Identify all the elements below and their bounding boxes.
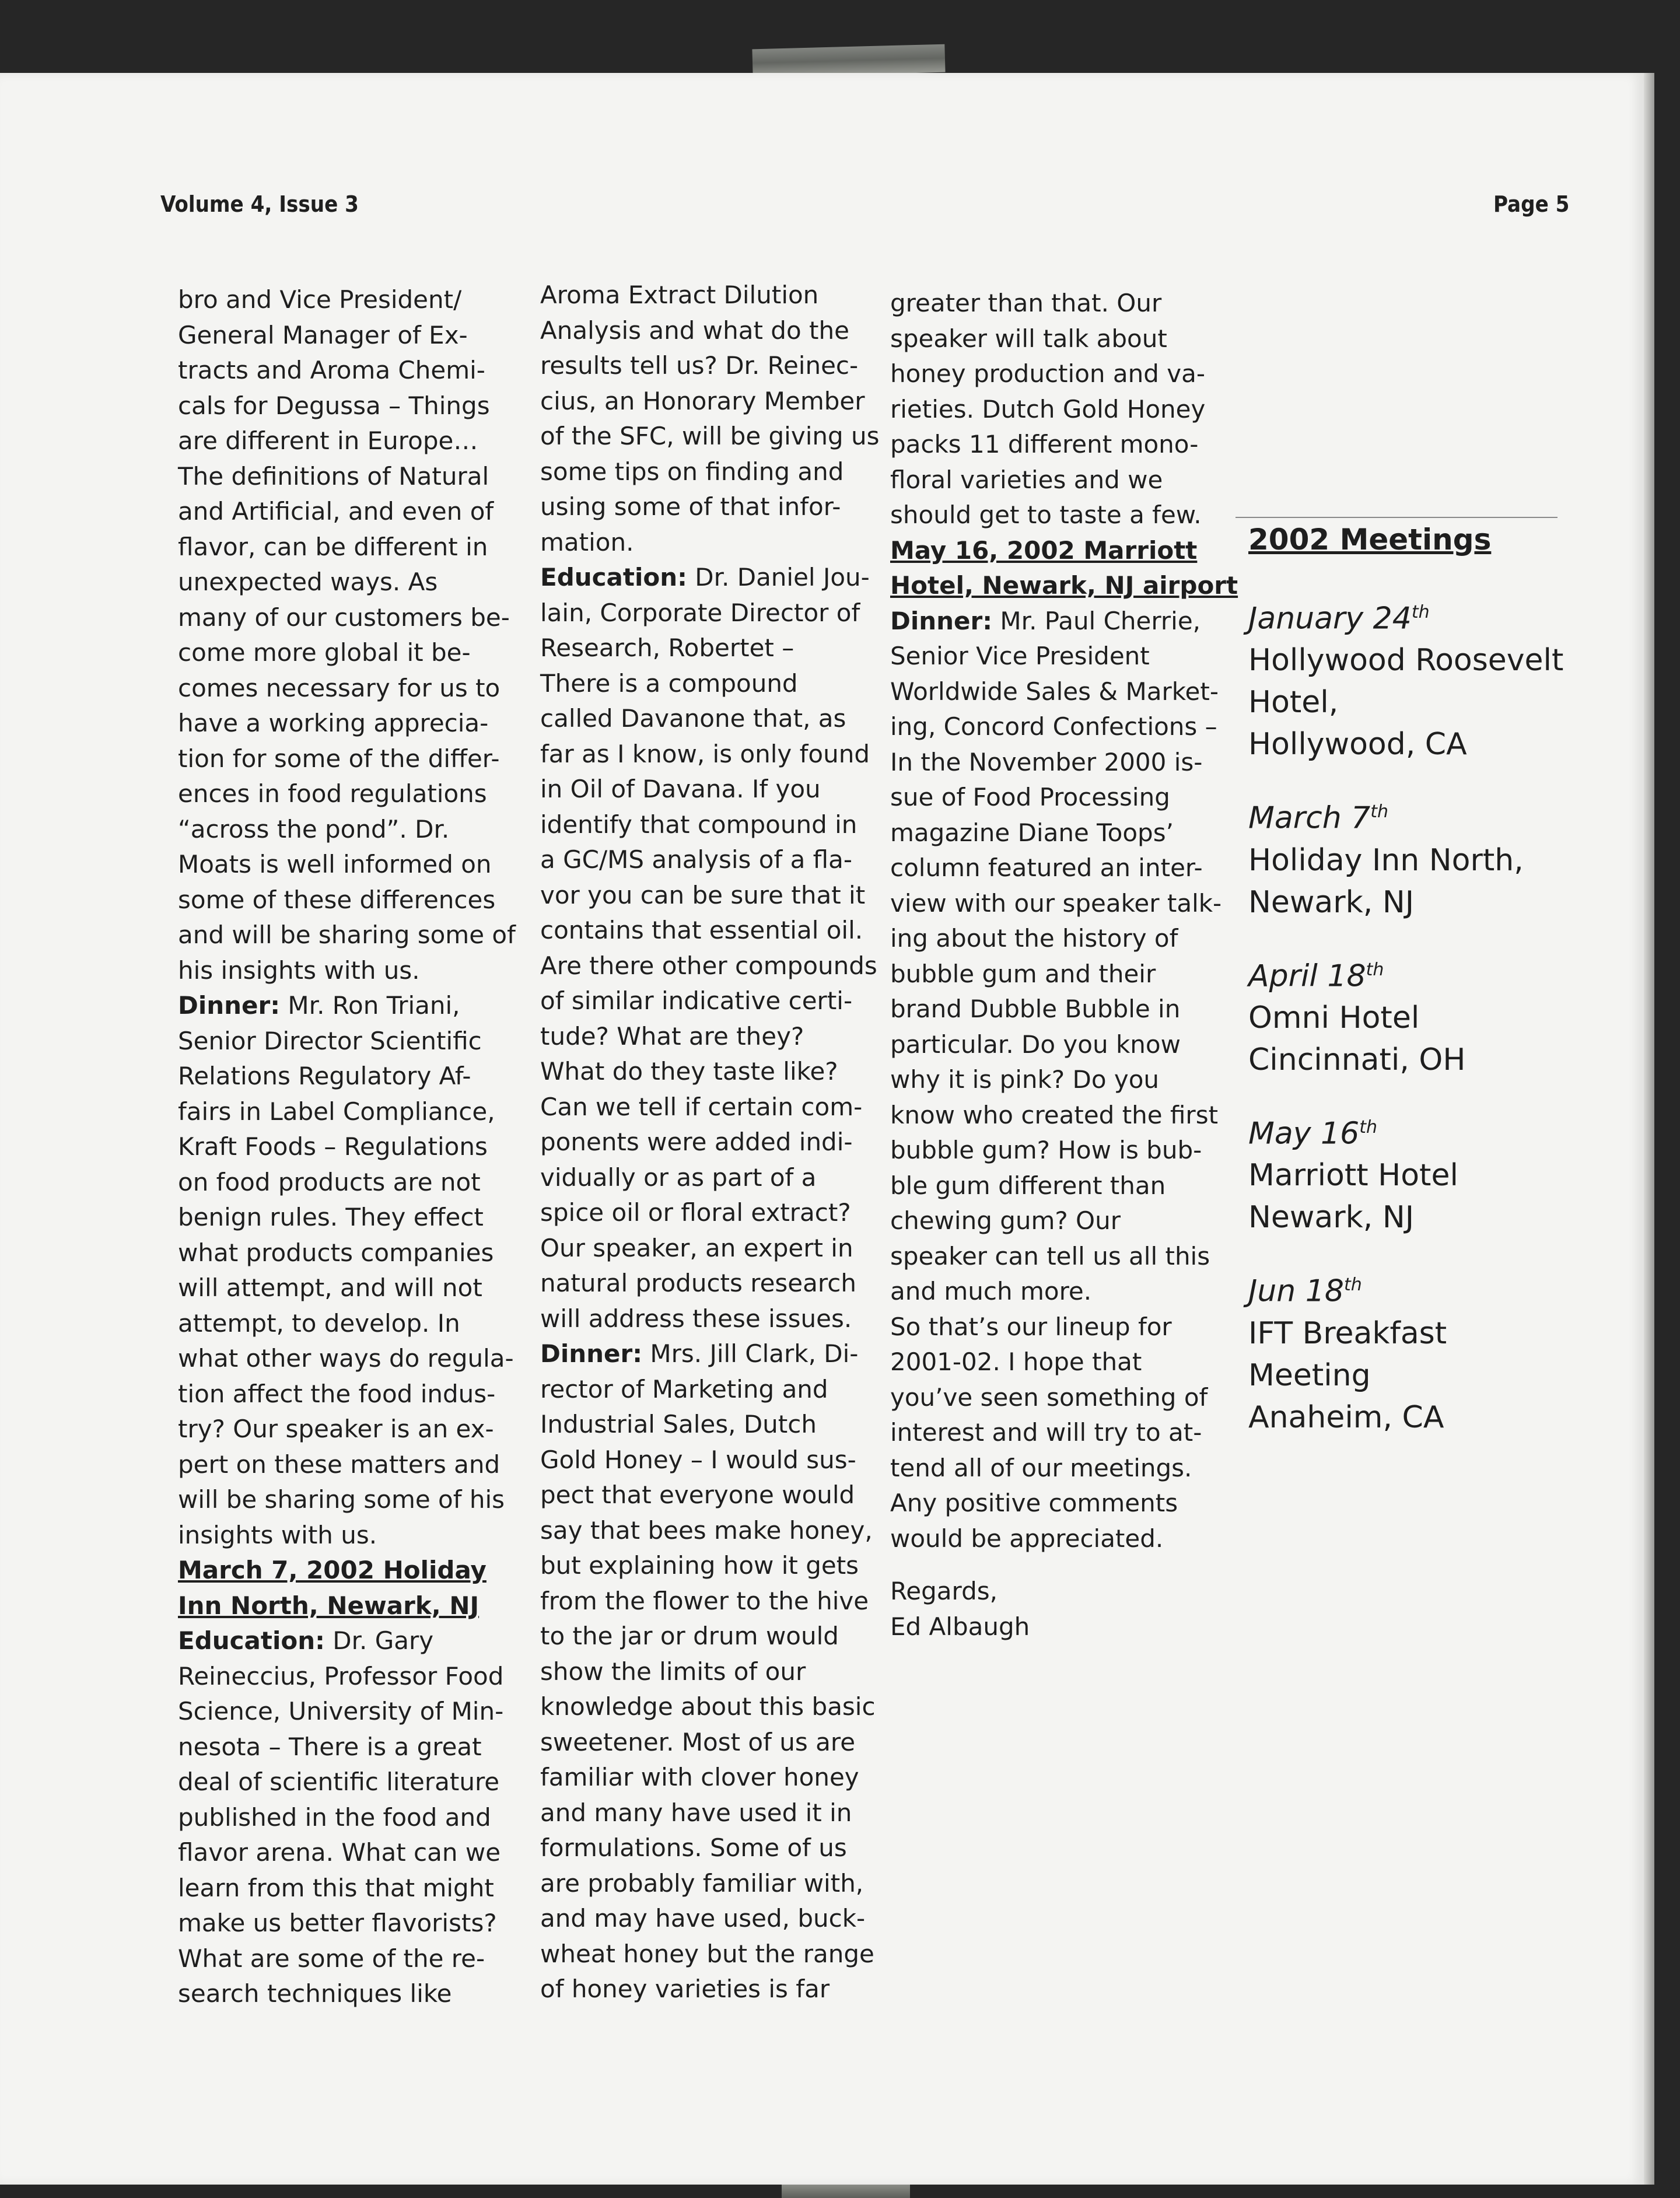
meeting-location-line: Newark, NJ bbox=[1248, 884, 1415, 920]
text-line: far as I know, is only found bbox=[540, 739, 870, 768]
text-line: some tips on finding and bbox=[540, 457, 844, 486]
meeting-heading: May 16, 2002 Marriott bbox=[890, 536, 1198, 565]
text-line: natural products research bbox=[540, 1269, 856, 1297]
text-line: Senior Director Scientific bbox=[178, 1026, 482, 1055]
text-line: Relations Regulatory Af- bbox=[178, 1062, 471, 1090]
text-line: will be sharing some of his bbox=[178, 1485, 505, 1514]
text-line: in Oil of Davana. If you bbox=[540, 775, 821, 803]
text-line: sweetener. Most of us are bbox=[540, 1727, 856, 1756]
text-line: spice oil or floral extract? bbox=[540, 1198, 851, 1227]
text-line: ponents were added indi- bbox=[540, 1128, 853, 1156]
text-line: rieties. Dutch Gold Honey bbox=[890, 394, 1206, 424]
text-line: published in the food and bbox=[178, 1803, 491, 1832]
text-line: of similar indicative certi- bbox=[540, 986, 853, 1015]
text-line: Our speaker, an expert in bbox=[540, 1233, 853, 1262]
text-line: Gold Honey – I would sus- bbox=[540, 1445, 856, 1474]
text-line: bubble gum and their bbox=[890, 959, 1156, 988]
page-edge bbox=[1644, 73, 1654, 2185]
meeting-date: March 7th bbox=[1248, 800, 1389, 836]
text-line: and may have used, buck- bbox=[540, 1904, 866, 1933]
article-column-1 bbox=[178, 282, 528, 2012]
text-line: packs 11 different mono- bbox=[890, 430, 1199, 459]
text-line: bro and Vice President/ bbox=[178, 285, 462, 314]
text-line: what products companies bbox=[178, 1238, 494, 1267]
text-line: There is a compound bbox=[540, 668, 798, 698]
meeting-location-line: Marriott Hotel bbox=[1248, 1158, 1458, 1194]
text-line: should get to taste a few. bbox=[890, 501, 1202, 529]
text-line: a GC/MS analysis of a fla- bbox=[540, 845, 853, 874]
tape-top bbox=[752, 44, 945, 78]
text-line: Kraft Foods – Regulations bbox=[178, 1132, 488, 1161]
meeting-location-line: Hollywood, CA bbox=[1248, 727, 1467, 762]
text-line: are probably familiar with, bbox=[540, 1868, 864, 1898]
text-line: magazine Diane Toops’ bbox=[890, 818, 1174, 847]
text-line: speaker can tell us all this bbox=[890, 1241, 1210, 1270]
text-line: sue of Food Processing bbox=[890, 783, 1170, 811]
text-line: So that’s our lineup for bbox=[890, 1312, 1172, 1341]
meeting-date: Jun 18th bbox=[1248, 1273, 1362, 1309]
text-line: ing about the history of bbox=[890, 924, 1178, 953]
text-line: of the SFC, will be giving us bbox=[540, 422, 880, 450]
text-line: would be appreciated. bbox=[890, 1524, 1164, 1553]
meeting-location-line: Hollywood Roosevelt bbox=[1248, 643, 1564, 678]
text-line: vor you can be sure that it bbox=[540, 880, 866, 909]
text-line: you’ve seen something of bbox=[890, 1382, 1208, 1412]
text-line: wheat honey but the range bbox=[540, 1939, 874, 1968]
text-line: In the November 2000 is- bbox=[890, 747, 1203, 776]
meeting-entry bbox=[1248, 1264, 1575, 1438]
text-line: know who created the first bbox=[890, 1100, 1219, 1129]
text-line: and will be sharing some of bbox=[178, 921, 516, 949]
text-line: and many have used it in bbox=[540, 1798, 852, 1827]
text-line: why it is pink? Do you bbox=[890, 1065, 1160, 1094]
education-paragraph-start: Education: Dr. Daniel Jou- bbox=[540, 563, 870, 592]
text-line: Research, Robertet – bbox=[540, 634, 794, 662]
meeting-location-line: Anaheim, CA bbox=[1248, 1399, 1444, 1435]
text-line: Science, University of Min- bbox=[178, 1697, 504, 1726]
text-line: ences in food regulations bbox=[178, 779, 487, 808]
text-line: benign rules. They effect bbox=[178, 1203, 484, 1231]
text-line: rector of Marketing and bbox=[540, 1374, 828, 1404]
dinner-paragraph-start: Dinner: Mr. Paul Cherrie, bbox=[890, 606, 1201, 635]
text-line: nesota – There is a great bbox=[178, 1732, 482, 1761]
text-line: come more global it be- bbox=[178, 638, 471, 667]
text-line: say that bees make honey, bbox=[540, 1516, 873, 1545]
text-line: cius, an Honorary Member bbox=[540, 386, 865, 415]
closing: Regards, bbox=[890, 1577, 998, 1605]
meeting-entry bbox=[1248, 949, 1575, 1081]
text-line: and Artificial, and even of bbox=[178, 497, 494, 526]
text-line: greater than that. Our bbox=[890, 289, 1162, 317]
text-line: tion affect the food indus- bbox=[178, 1379, 496, 1408]
text-line: Analysis and what do the bbox=[540, 316, 849, 345]
text-line: ble gum different than bbox=[890, 1171, 1166, 1200]
text-line: mation. bbox=[540, 527, 634, 556]
text-line: pert on these matters and bbox=[178, 1450, 501, 1479]
article-column-2 bbox=[540, 278, 890, 2007]
text-line: identify that compound in bbox=[540, 810, 858, 839]
text-line: Worldwide Sales & Market- bbox=[890, 677, 1219, 706]
text-line: What are some of the re- bbox=[178, 1944, 485, 1973]
text-line: Industrial Sales, Dutch bbox=[540, 1410, 817, 1438]
meeting-location-line: Meeting bbox=[1248, 1357, 1371, 1393]
text-line: try? Our speaker is an ex- bbox=[178, 1415, 494, 1443]
text-line: search techniques like bbox=[178, 1979, 452, 2008]
meeting-date: May 16th bbox=[1248, 1116, 1377, 1152]
text-line: knowledge about this basic bbox=[540, 1692, 876, 1721]
text-line: what other ways do regula- bbox=[178, 1344, 514, 1373]
text-line: honey production and va- bbox=[890, 359, 1205, 388]
meeting-entry bbox=[1248, 791, 1575, 923]
text-line: attempt, to develop. In bbox=[178, 1308, 460, 1338]
text-line: familiar with clover honey bbox=[540, 1763, 859, 1791]
text-line: General Manager of Ex- bbox=[178, 320, 468, 349]
text-line: tend all of our meetings. bbox=[890, 1453, 1192, 1482]
text-line: tracts and Aroma Chemi- bbox=[178, 356, 485, 384]
meeting-heading: March 7, 2002 Holiday bbox=[178, 1556, 487, 1584]
tape-bottom bbox=[782, 2185, 910, 2198]
text-line: and much more. bbox=[890, 1277, 1092, 1306]
dinner-label: Dinner: bbox=[890, 606, 993, 635]
text-line: What do they taste like? bbox=[540, 1057, 838, 1086]
text-line: on food products are not bbox=[178, 1167, 481, 1196]
text-line: interest and will try to at- bbox=[890, 1418, 1202, 1447]
text-line: Aroma Extract Dilution bbox=[540, 281, 819, 309]
text-line: some of these differences bbox=[178, 885, 496, 914]
text-line: results tell us? Dr. Reinec- bbox=[540, 351, 859, 380]
text-line: will attempt, and will not bbox=[178, 1273, 482, 1302]
text-line: flavor arena. What can we bbox=[178, 1838, 501, 1867]
text-line: The definitions of Natural bbox=[178, 461, 489, 491]
text-line: make us better flavorists? bbox=[178, 1909, 497, 1937]
text-line: Any positive comments bbox=[890, 1489, 1178, 1517]
text-line: brand Dubble Bubble in bbox=[890, 995, 1181, 1023]
article-column-3 bbox=[890, 286, 1240, 1644]
meetings-sidebar bbox=[1248, 523, 1575, 1464]
dinner-label: Dinner: bbox=[540, 1339, 643, 1368]
text-line: are different in Europe… bbox=[178, 426, 478, 455]
meeting-entry bbox=[1248, 592, 1575, 765]
text-line: bubble gum? How is bub- bbox=[890, 1136, 1202, 1164]
meeting-location-line: Newark, NJ bbox=[1248, 1200, 1415, 1236]
meeting-location-line: Omni Hotel bbox=[1248, 1000, 1420, 1035]
text-line: lain, Corporate Director of bbox=[540, 598, 860, 627]
dinner-paragraph-start: Dinner: Mr. Ron Triani, bbox=[178, 991, 460, 1020]
text-line: Can we tell if certain com- bbox=[540, 1092, 863, 1121]
meeting-date: April 18th bbox=[1248, 958, 1384, 993]
dinner-label: Dinner: bbox=[178, 991, 281, 1020]
text-line: Are there other compounds bbox=[540, 951, 877, 980]
page-number: Page 5 bbox=[1493, 191, 1570, 217]
text-line: but explaining how it gets bbox=[540, 1551, 859, 1580]
text-line: floral varieties and we bbox=[890, 465, 1163, 494]
text-line: have a working apprecia- bbox=[178, 709, 489, 737]
text-line: contains that essential oil. bbox=[540, 916, 863, 944]
education-label: Education: bbox=[540, 563, 687, 592]
text-line: called Davanone that, as bbox=[540, 704, 846, 733]
text-line: vidually or as part of a bbox=[540, 1163, 817, 1192]
text-line: his insights with us. bbox=[178, 956, 420, 985]
text-line: fairs in Label Compliance, bbox=[178, 1097, 495, 1126]
meeting-heading: Inn North, Newark, NJ bbox=[178, 1591, 480, 1620]
text-line: speaker will talk about bbox=[890, 324, 1167, 353]
text-line: formulations. Some of us bbox=[540, 1833, 847, 1862]
text-line: flavor, can be different in bbox=[178, 532, 488, 561]
text-line: to the jar or drum would bbox=[540, 1622, 839, 1650]
meeting-date: January 24th bbox=[1248, 601, 1430, 636]
text-line: ing, Concord Confections – bbox=[890, 712, 1217, 741]
education-paragraph-start: Education: Dr. Gary bbox=[178, 1626, 434, 1655]
text-line: using some of that infor- bbox=[540, 492, 841, 521]
meeting-location-line: Holiday Inn North, bbox=[1248, 842, 1524, 878]
text-line: Moats is well informed on bbox=[178, 850, 492, 878]
text-line: tude? What are they? bbox=[540, 1021, 804, 1051]
text-line: tion for some of the differ- bbox=[178, 744, 500, 773]
text-line: Senior Vice President bbox=[890, 642, 1150, 670]
meeting-location-line: Hotel, bbox=[1248, 685, 1339, 720]
text-line: pect that everyone would bbox=[540, 1480, 855, 1509]
text-line: chewing gum? Our bbox=[890, 1206, 1121, 1235]
text-line: view with our speaker talk- bbox=[890, 888, 1222, 918]
text-line: many of our customers be- bbox=[178, 603, 510, 632]
text-line: unexpected ways. As bbox=[178, 568, 438, 596]
sidebar-divider bbox=[1236, 517, 1558, 518]
text-line: will address these issues. bbox=[540, 1304, 852, 1333]
text-line: comes necessary for us to bbox=[178, 673, 501, 702]
text-line: of honey varieties is far bbox=[540, 1975, 830, 2003]
text-line: 2001-02. I hope that bbox=[890, 1348, 1142, 1376]
education-label: Education: bbox=[178, 1626, 325, 1655]
text-line: learn from this that might bbox=[178, 1873, 494, 1902]
text-line: Reineccius, Professor Food bbox=[178, 1661, 504, 1690]
text-line: from the flower to the hive bbox=[540, 1586, 869, 1615]
text-line: cals for Degussa – Things bbox=[178, 391, 490, 420]
meeting-entry bbox=[1248, 1107, 1575, 1238]
text-line: deal of scientific literature bbox=[178, 1768, 500, 1796]
text-line: particular. Do you know bbox=[890, 1030, 1181, 1059]
meeting-location-line: Cincinnati, OH bbox=[1248, 1042, 1466, 1077]
volume-issue: Volume 4, Issue 3 bbox=[160, 191, 359, 217]
text-line: column featured an inter- bbox=[890, 853, 1203, 882]
meeting-heading: Hotel, Newark, NJ airport bbox=[890, 571, 1238, 600]
text-line: “across the pond”. Dr. bbox=[178, 814, 450, 844]
sidebar-title: 2002 Meetings bbox=[1248, 523, 1492, 556]
dinner-paragraph-start: Dinner: Mrs. Jill Clark, Di- bbox=[540, 1339, 859, 1368]
text-line: insights with us. bbox=[178, 1520, 377, 1549]
text-line: show the limits of our bbox=[540, 1657, 806, 1686]
meeting-location-line: IFT Breakfast bbox=[1248, 1315, 1447, 1351]
signature: Ed Albaugh bbox=[890, 1612, 1030, 1641]
